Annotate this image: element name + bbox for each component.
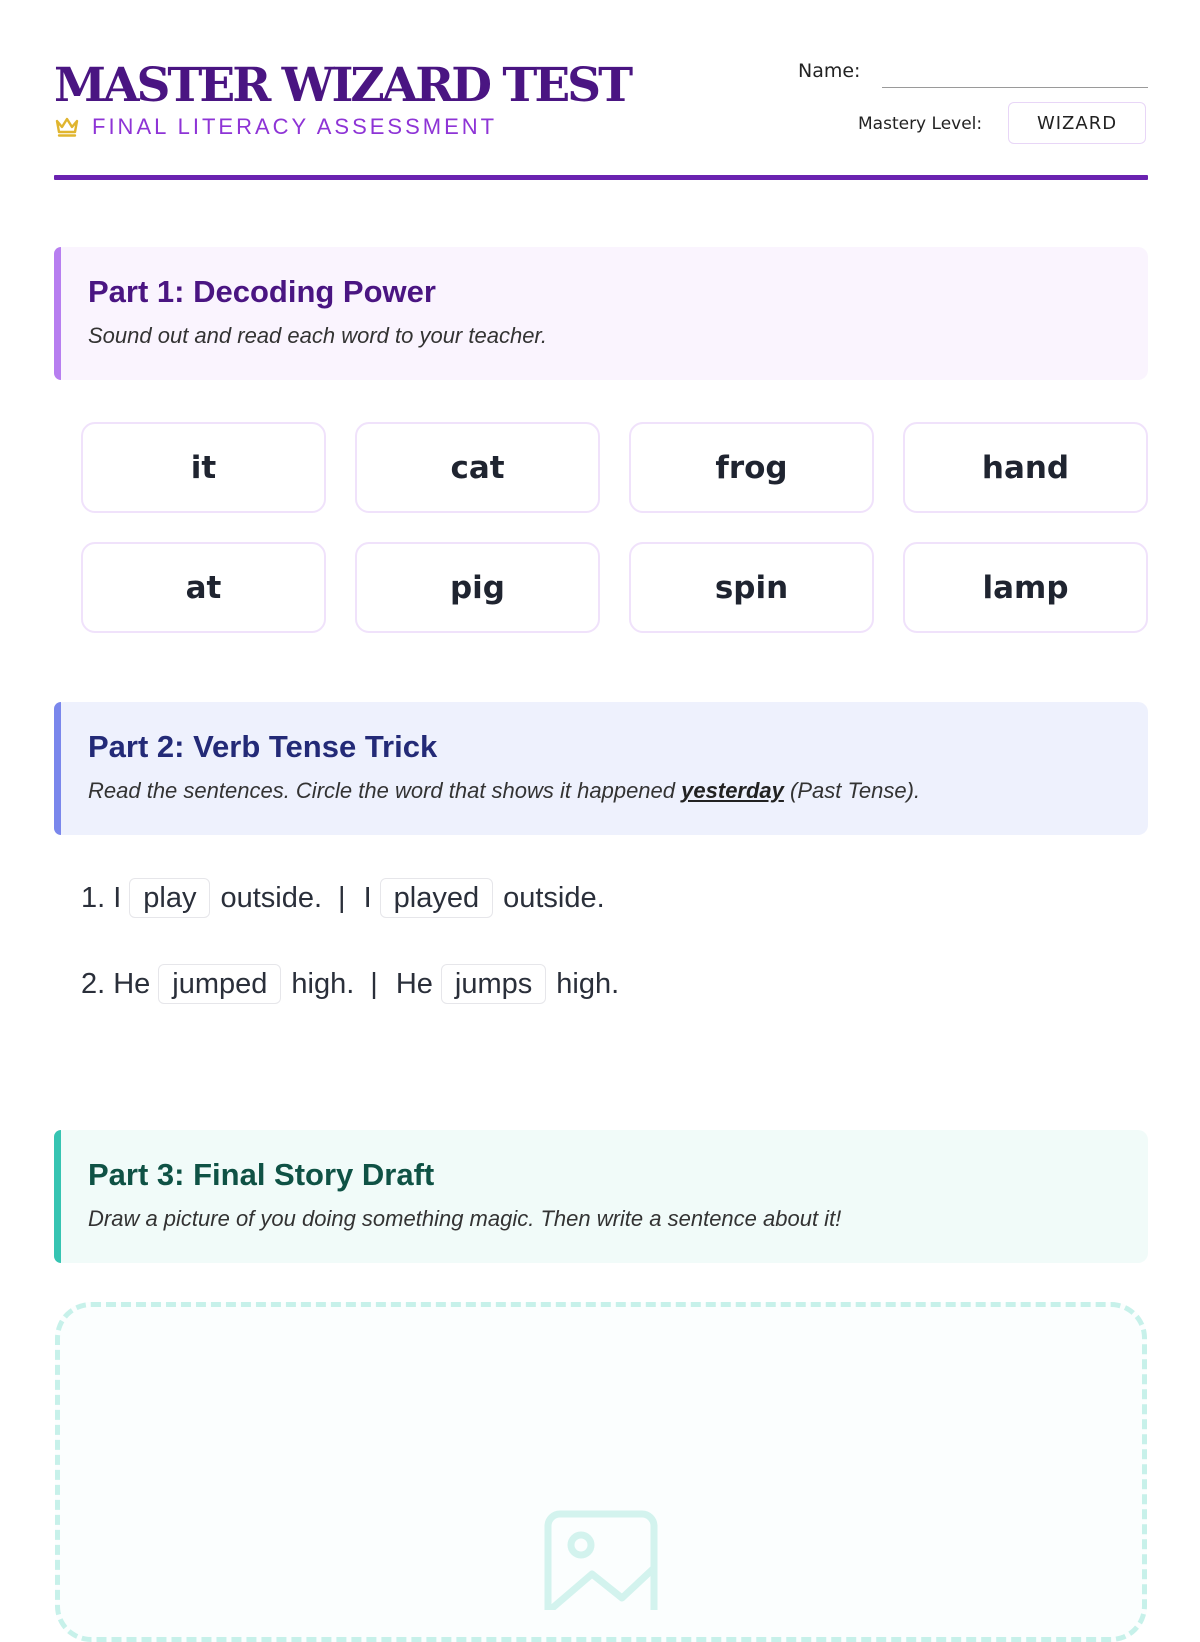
part2-header	[54, 702, 1148, 835]
verb-choice[interactable]: play	[129, 878, 210, 918]
word-card: at	[81, 542, 326, 633]
word-card: spin	[629, 542, 874, 633]
word-card: cat	[355, 422, 600, 513]
part3-header	[54, 1130, 1148, 1263]
instruction-text-end: (Past Tense).	[790, 778, 921, 803]
part1-title: Part 1: Decoding Power	[88, 274, 436, 309]
image-icon	[544, 1510, 658, 1610]
part2-accent-bar	[54, 702, 61, 835]
instruction-emphasis: yesterday	[681, 778, 784, 803]
verb-choice[interactable]: jumped	[158, 964, 281, 1004]
part1-header	[54, 247, 1148, 380]
sentence-text: He	[395, 967, 433, 1000]
part1-accent-bar	[54, 247, 61, 380]
worksheet-subtitle	[54, 114, 497, 140]
sentence-text: high.	[556, 967, 620, 1000]
header-divider	[54, 175, 1148, 180]
sentence-separator: |	[370, 967, 378, 1000]
part3-title: Part 3: Final Story Draft	[88, 1157, 435, 1192]
name-field[interactable]	[882, 87, 1148, 88]
sentence-number: 1.	[81, 881, 106, 914]
mastery-level-value: WIZARD	[1008, 102, 1146, 144]
word-card: frog	[629, 422, 874, 513]
name-label: Name:	[798, 60, 861, 82]
word-card: lamp	[903, 542, 1148, 633]
subtitle-text: FINAL LITERACY ASSESSMENT	[92, 114, 498, 139]
sentence-text: outside.	[503, 881, 605, 914]
part2-title: Part 2: Verb Tense Trick	[88, 729, 438, 764]
instruction-text: Read the sentences. Circle the word that shows it happened	[88, 778, 676, 803]
part1-instruction: Sound out and read each word to your teacher.	[88, 323, 548, 348]
word-card: pig	[355, 542, 600, 633]
sentence-text: I	[113, 881, 122, 914]
sentence-number: 2.	[81, 967, 106, 1000]
sentence-text: outside.	[220, 881, 323, 914]
verb-choice[interactable]: played	[380, 878, 493, 918]
sentence-text: high.	[291, 967, 355, 1000]
word-card: hand	[903, 422, 1148, 513]
decoding-word-grid	[81, 422, 1148, 633]
sentence-text: He	[113, 967, 151, 1000]
mastery-level-label: Mastery Level:	[858, 114, 983, 134]
sentence-separator: |	[338, 881, 346, 914]
sentence-text: I	[363, 881, 372, 914]
verb-choice[interactable]: jumps	[441, 964, 546, 1004]
part3-accent-bar	[54, 1130, 61, 1263]
word-card: it	[81, 422, 326, 513]
sentence-row	[81, 962, 619, 1006]
part2-instruction	[88, 777, 920, 805]
worksheet-title: MASTER WIZARD TEST	[54, 58, 631, 113]
part3-instruction: Draw a picture of you doing something magic. Then write a sentence about it!	[88, 1206, 842, 1231]
sentence-row	[81, 876, 605, 920]
crown-icon	[54, 116, 80, 138]
